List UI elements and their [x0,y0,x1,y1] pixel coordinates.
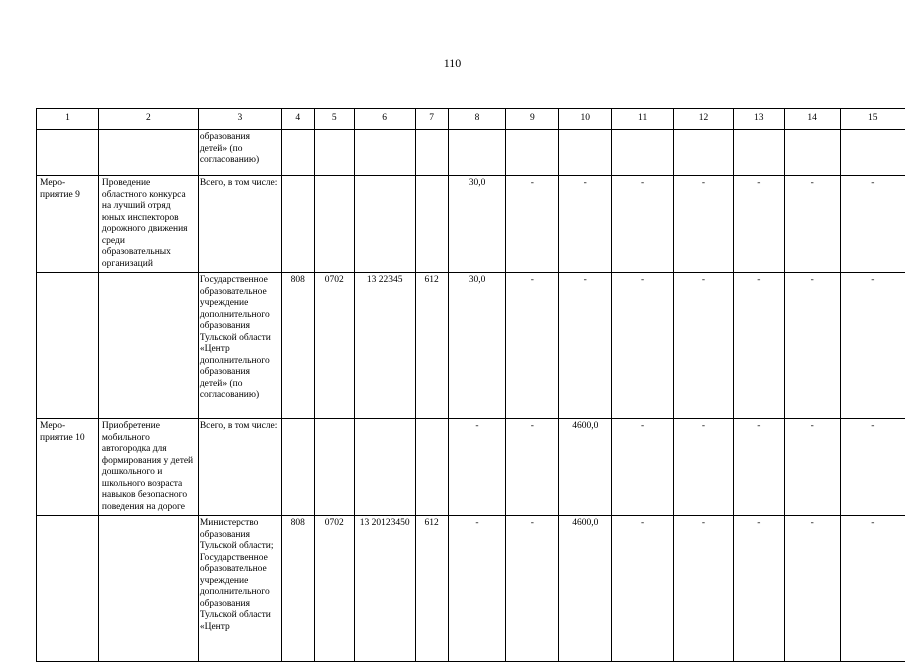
table-cell-col-6 [354,130,415,176]
table-cell-col-4 [281,176,314,273]
column-header-2: 2 [98,109,198,130]
column-header-6: 6 [354,109,415,130]
table-cell-col-14: - [784,419,840,516]
table-cell-col-3: образования детей» (по согласованию) [198,130,281,176]
column-header-11: 11 [612,109,674,130]
table-cell-col-10: 4600,0 [559,419,612,516]
header-row [37,109,905,130]
table-cell-col-2: Приобретение мобильного автогородка для формирования у детей дошкольного и школьного возраста навыков безопасного поведения на дороге [98,419,198,516]
table-cell-col-6: 13 20123450 [354,516,415,662]
column-header-9: 9 [506,109,559,130]
table-cell-col-12: - [674,516,734,662]
table-cell-col-11 [612,130,674,176]
table-cell-col-12: - [674,419,734,516]
table-row [37,130,905,176]
table-cell-col-14: - [784,273,840,419]
table-cell-col-5 [314,130,354,176]
table-row [37,176,905,273]
table-cell-col-4: 808 [281,273,314,419]
table-cell-col-13: - [733,516,784,662]
column-header-5: 5 [314,109,354,130]
table-cell-col-4 [281,419,314,516]
table-cell-col-11: - [612,516,674,662]
table-row [37,273,905,419]
column-header-14: 14 [784,109,840,130]
table-cell-col-7: 612 [415,273,448,419]
table-cell-col-9: - [506,419,559,516]
table-cell-col-5: 0702 [314,516,354,662]
table-cell-col-12: - [674,273,734,419]
table-cell-col-10: - [559,176,612,273]
table-cell-col-14 [784,130,840,176]
table-cell-col-3: Государственное образовательное учреждение дополнительного образования Тульской области «Центр дополнительного образования детей» (по согласованию) [198,273,281,419]
column-header-15: 15 [840,109,905,130]
table-cell-col-13 [733,130,784,176]
column-header-4: 4 [281,109,314,130]
table-cell-col-11: - [612,419,674,516]
table-cell-col-11: - [612,273,674,419]
table-cell-col-14: - [784,176,840,273]
column-header-3: 3 [198,109,281,130]
table-cell-col-12: - [674,176,734,273]
column-header-12: 12 [674,109,734,130]
table-cell-col-8 [448,130,506,176]
table-cell-col-15: - [840,176,905,273]
table-cell-col-3: Всего, в том числе: [198,176,281,273]
table-cell-col-7: 612 [415,516,448,662]
table-cell-col-13: - [733,176,784,273]
table-cell-col-15: - [840,419,905,516]
table-cell-col-8: - [448,516,506,662]
table-cell-col-6 [354,419,415,516]
column-header-10: 10 [559,109,612,130]
table-cell-col-6: 13 22345 [354,273,415,419]
table-cell-col-5 [314,176,354,273]
table-cell-col-1 [37,273,99,419]
table-cell-col-13: - [733,273,784,419]
table-cell-col-15: - [840,516,905,662]
table-cell-col-13: - [733,419,784,516]
table-cell-col-4 [281,130,314,176]
column-header-1: 1 [37,109,99,130]
table-cell-col-2 [98,273,198,419]
table-cell-col-9: - [506,176,559,273]
table-cell-col-12 [674,130,734,176]
table-cell-col-7 [415,130,448,176]
table-cell-col-10: - [559,273,612,419]
table-cell-col-8: - [448,419,506,516]
table-cell-col-3: Министерство образования Тульской области; Государственное образовательное учреждение дополнительного образования Тульской области «Центр [198,516,281,662]
table-row [37,419,905,516]
table-cell-col-7 [415,419,448,516]
table-cell-col-15 [840,130,905,176]
table-cell-col-5 [314,419,354,516]
table-cell-col-2: Проведение областного конкурса на лучший отряд юных инспекторов дорожного движения среди образовательных организаций [98,176,198,273]
table-cell-col-6 [354,176,415,273]
table-cell-col-7 [415,176,448,273]
table-cell-col-8: 30,0 [448,176,506,273]
budget-table [36,108,905,662]
table-cell-col-5: 0702 [314,273,354,419]
table-cell-col-3: Всего, в том числе: [198,419,281,516]
table-cell-col-4: 808 [281,516,314,662]
table-cell-col-15: - [840,273,905,419]
table-cell-col-1: Меро-приятие 10 [37,419,99,516]
column-header-13: 13 [733,109,784,130]
table-cell-col-14: - [784,516,840,662]
table-cell-col-9: - [506,273,559,419]
table-cell-col-9: - [506,516,559,662]
table-cell-col-8: 30,0 [448,273,506,419]
column-header-7: 7 [415,109,448,130]
table-cell-col-9 [506,130,559,176]
table-cell-col-10 [559,130,612,176]
column-header-8: 8 [448,109,506,130]
table-cell-col-10: 4600,0 [559,516,612,662]
table-cell-col-1: Меро-приятие 9 [37,176,99,273]
page-number: 110 [0,56,905,71]
table-cell-col-1 [37,130,99,176]
table-cell-col-11: - [612,176,674,273]
table-cell-col-2 [98,130,198,176]
